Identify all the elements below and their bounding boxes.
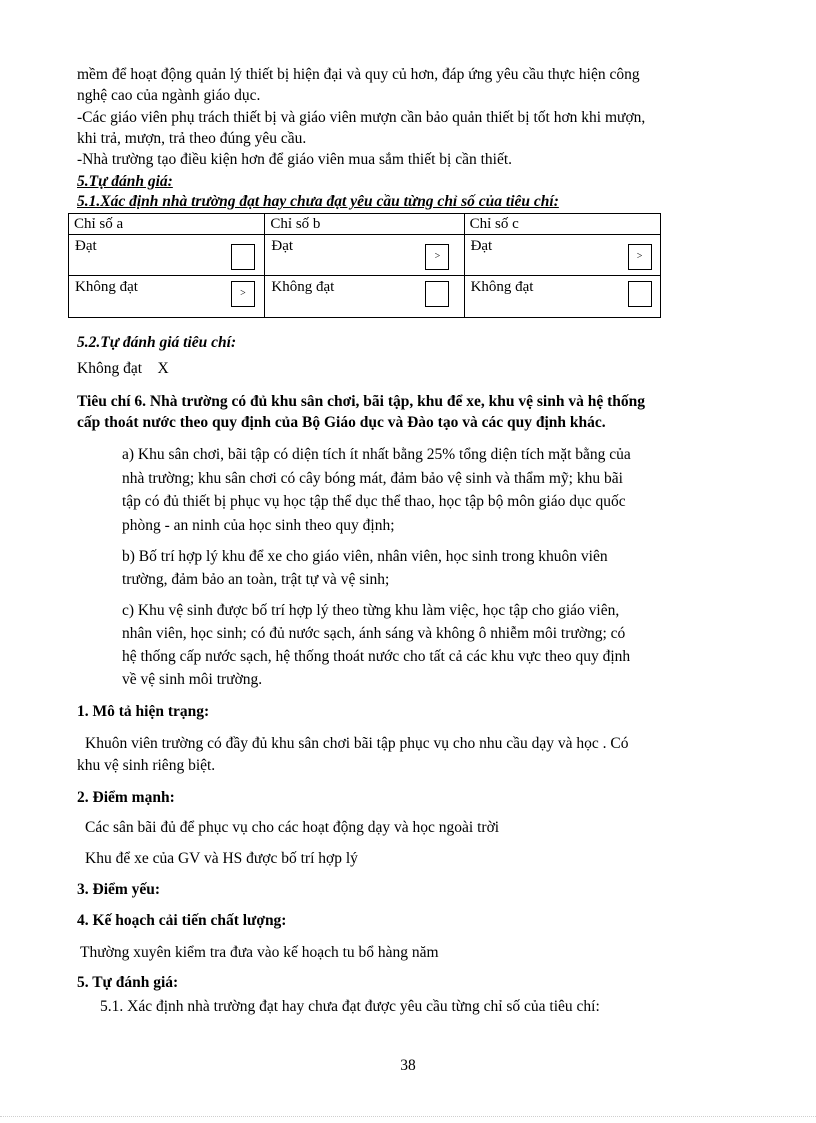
row-label-khong-dat: Không đạt [470, 279, 534, 295]
section-2-line-2: Khu để xe của GV và HS được bố trí hợp lý [85, 850, 358, 867]
table-cell [464, 235, 660, 276]
criterion-c-line: c) Khu vệ sinh được bố trí hợp lý theo từng khu làm việc, học tập cho giáo viên, [122, 602, 620, 619]
page-bottom-divider [0, 1116, 816, 1117]
section-3-heading: 3. Điểm yếu: [77, 881, 161, 898]
table-header-b: Chỉ số b [265, 214, 464, 235]
section-1-heading: 1. Mô tả hiện trạng: [77, 703, 210, 720]
checkbox-b-khong-dat[interactable] [425, 281, 449, 307]
criterion-c-line: nhân viên, học sinh; có đủ nước sạch, ánh sáng và không ô nhiễm môi trường; có [122, 625, 626, 642]
section-2-heading: 2. Điểm mạnh: [77, 789, 175, 806]
row-label-dat: Đạt [271, 238, 294, 254]
intro-line-2: nghệ cao của ngành giáo dục. [77, 87, 261, 104]
checkbox-a-khong-dat[interactable]: ˃ [231, 281, 255, 307]
table-cell [69, 276, 265, 318]
criterion-b-line: trường, đảm bảo an toàn, trật tự và vệ sinh; [122, 571, 390, 588]
table-cell [69, 235, 265, 276]
criteria-index-table [68, 213, 661, 318]
checkbox-c-dat[interactable]: ˃ [628, 244, 652, 270]
section-2-line-1: Các sân bãi đủ để phục vụ cho các hoạt động dạy và học ngoài trời [85, 819, 500, 836]
criterion-title-line-1: Tiêu chí 6. Nhà trường có đủ khu sân chơi, bãi tập, khu để xe, khu vệ sinh và hệ thống [77, 393, 645, 410]
intro-line-4: khi trả, mượn, trả theo đúng yêu cầu. [77, 130, 307, 147]
section-4-heading: 4. Kế hoạch cải tiến chất lượng: [77, 912, 287, 929]
intro-line-1: mềm để hoạt động quản lý thiết bị hiện đại và quy củ hơn, đáp ứng yêu cầu thực hiện công [77, 66, 640, 83]
section-4-line-1: Thường xuyên kiểm tra đưa vào kế hoạch tu bổ hàng năm [80, 944, 439, 961]
table-cell [265, 276, 464, 318]
prev-eval-heading: 5.Tự đánh giá: [77, 173, 173, 190]
checkbox-a-dat[interactable] [231, 244, 255, 270]
section-1-line-2: khu vệ sinh riêng biệt. [77, 757, 216, 774]
prev-eval-subheading: 5.1.Xác định nhà trường đạt hay chưa đạt yêu cầu từng chỉ số của tiêu chí: [77, 193, 559, 210]
table-header-a: Chỉ số a [69, 214, 265, 235]
row-label-khong-dat: Không đạt [75, 279, 138, 295]
row-label-khong-dat: Không đạt [271, 279, 335, 295]
criterion-c-line: hệ thống cấp nước sạch, hệ thống thoát nước cho tất cả các khu vực theo quy định [122, 648, 631, 665]
row-label-dat: Đạt [75, 238, 97, 254]
criterion-b-line: b) Bố trí hợp lý khu để xe cho giáo viên, nhân viên, học sinh trong khuôn viên [122, 548, 608, 565]
checkbox-c-khong-dat[interactable] [628, 281, 652, 307]
section-5-heading: 5. Tự đánh giá: [77, 974, 179, 991]
criterion-result [77, 358, 743, 379]
checkbox-b-dat[interactable]: ˃ [425, 244, 449, 270]
criterion-a-line: tập có đủ thiết bị phục vụ học tập thể dục thể thao, học tập bộ môn giáo dục quốc [122, 493, 626, 510]
criterion-a-line: nhà trường; khu sân chơi có cây bóng mát, đảm bảo vệ sinh và thẩm mỹ; khu bãi [122, 470, 623, 487]
criterion-a-line: a) Khu sân chơi, bãi tập có diện tích ít nhất bằng 25% tổng diện tích mặt bằng của [122, 446, 631, 463]
section-1-line-1: Khuôn viên trường có đầy đủ khu sân chơi bãi tập phục vụ cho nhu cầu dạy và học . Có [85, 735, 629, 752]
intro-line-5: -Nhà trường tạo điều kiện hơn để giáo viên mua sắm thiết bị cần thiết. [77, 151, 512, 168]
section-5-line-1: 5.1. Xác định nhà trường đạt hay chưa đạt được yêu cầu từng chỉ số của tiêu chí: [100, 998, 600, 1015]
criterion-self-eval-heading: 5.2.Tự đánh giá tiêu chí: [77, 334, 237, 351]
result-mark: X [157, 360, 169, 377]
table-cell [464, 276, 660, 318]
criterion-a-line: phòng - an ninh của học sinh theo quy định; [122, 517, 395, 534]
criterion-title-line-2: cấp thoát nước theo quy định của Bộ Giáo dục và Đào tạo và các quy định khác. [77, 414, 606, 431]
page-number: 38 [400, 1057, 416, 1074]
result-label: Không đạt [77, 360, 143, 377]
table-cell [265, 235, 464, 276]
criterion-c-line: về vệ sinh môi trường. [122, 671, 263, 688]
row-label-dat: Đạt [470, 238, 493, 254]
table-header-c: Chỉ số c [464, 214, 660, 235]
intro-line-3: -Các giáo viên phụ trách thiết bị và giáo viên mượn cần bảo quản thiết bị tốt hơn khi mượn, [77, 109, 646, 126]
